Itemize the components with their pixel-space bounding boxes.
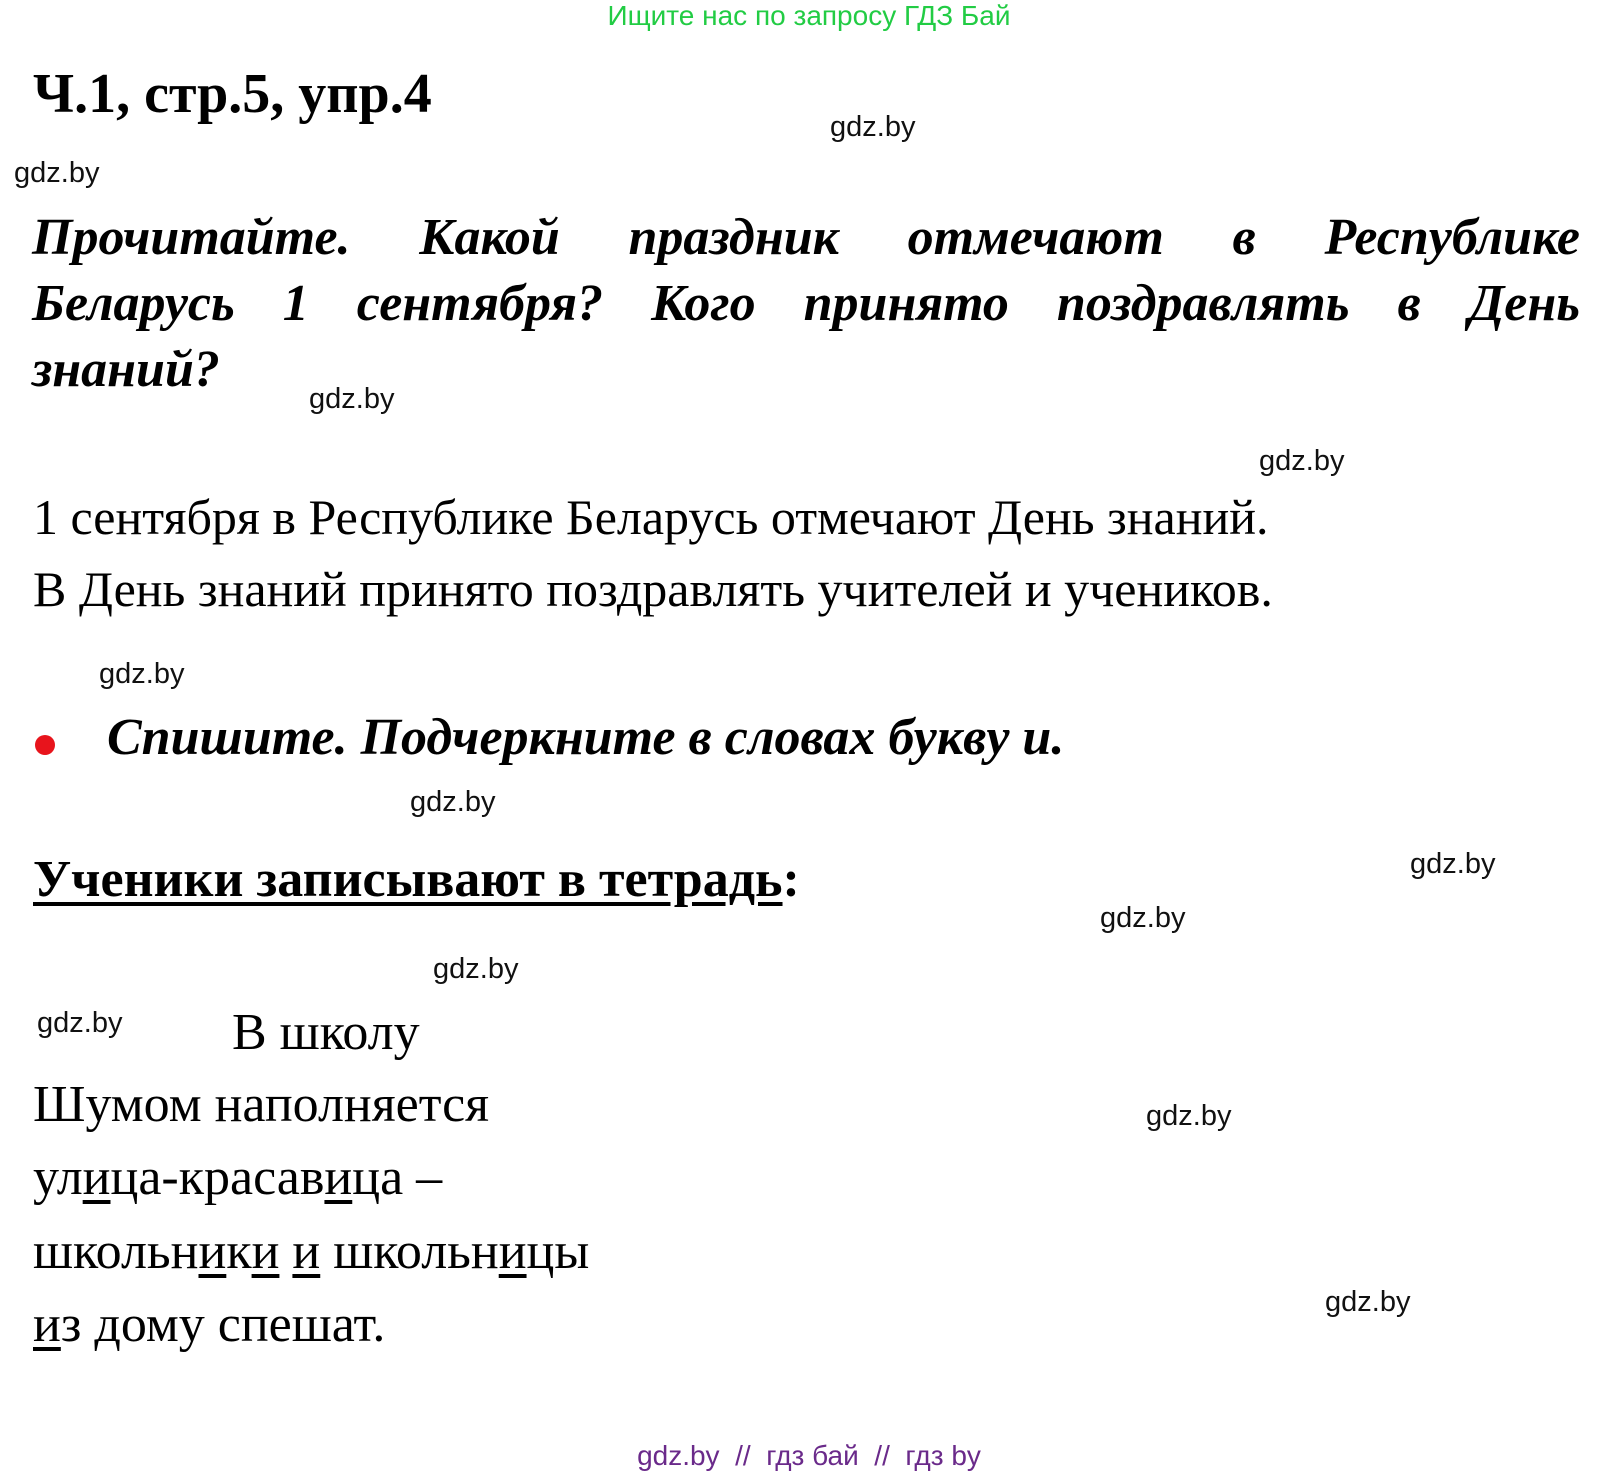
text: ца – [352, 1149, 443, 1206]
poem-line [33, 1148, 442, 1207]
underlined-letter: и [292, 1223, 321, 1280]
watermark: gdz.by [1325, 1286, 1411, 1318]
watermark: gdz.by [99, 658, 185, 690]
footer-watermark: gdz.by // гдз бай // гдз by [637, 1440, 981, 1471]
watermark: gdz.by [14, 157, 100, 189]
bullet-icon [35, 735, 55, 755]
watermark: gdz.by [410, 786, 496, 818]
underlined-letter: и [33, 1296, 61, 1353]
underlined-letter: и [82, 1149, 111, 1206]
text: школьн [320, 1223, 499, 1280]
text: цы [526, 1223, 590, 1280]
text: ца-красав [110, 1149, 325, 1206]
watermark: gdz.by [1259, 445, 1345, 477]
watermark: gdz.by [37, 1007, 123, 1039]
underlined-letter: и [251, 1223, 280, 1280]
students-write-label [33, 850, 800, 909]
text: к [226, 1223, 252, 1280]
underlined-letter: и [324, 1149, 353, 1206]
watermark: gdz.by [433, 953, 519, 985]
colon: : [782, 851, 800, 908]
watermark: gdz.by [1410, 848, 1496, 880]
subtask-text: Спишите. Подчеркните в словах букву и. [107, 709, 1065, 766]
poem-line [33, 1295, 385, 1354]
poem-title: В школу [232, 1004, 420, 1061]
watermark: gdz.by [830, 111, 916, 143]
students-write-text: Ученики записывают в тетрадь [33, 851, 783, 908]
text [279, 1223, 292, 1280]
task-line: знаний? [32, 341, 220, 398]
underlined-letter: и [498, 1223, 527, 1280]
poem-line: Шумом наполняется [33, 1076, 490, 1133]
answer-line: 1 сентября в Республике Беларусь отмечают День знаний. [33, 489, 1269, 545]
underlined-letter: и [198, 1223, 227, 1280]
task-line: Беларусь 1 сентября? Кого принято поздравлять в День [32, 275, 1580, 332]
watermark: gdz.by [1146, 1100, 1232, 1132]
answer-line: В День знаний принято поздравлять учителей и учеников. [33, 561, 1273, 617]
task-line: Прочитайте. Какой праздник отмечают в Республике [32, 209, 1580, 266]
watermark: gdz.by [309, 383, 395, 415]
text: з дому спешат. [60, 1296, 386, 1353]
search-banner: Ищите нас по запросу ГДЗ Бай [607, 0, 1011, 31]
text: ул [33, 1149, 83, 1206]
task-text [32, 205, 1580, 403]
exercise-heading: Ч.1, стр.5, упр.4 [33, 63, 432, 125]
text: школьн [33, 1223, 199, 1280]
watermark: gdz.by [1100, 902, 1186, 934]
poem-line [33, 1222, 589, 1281]
